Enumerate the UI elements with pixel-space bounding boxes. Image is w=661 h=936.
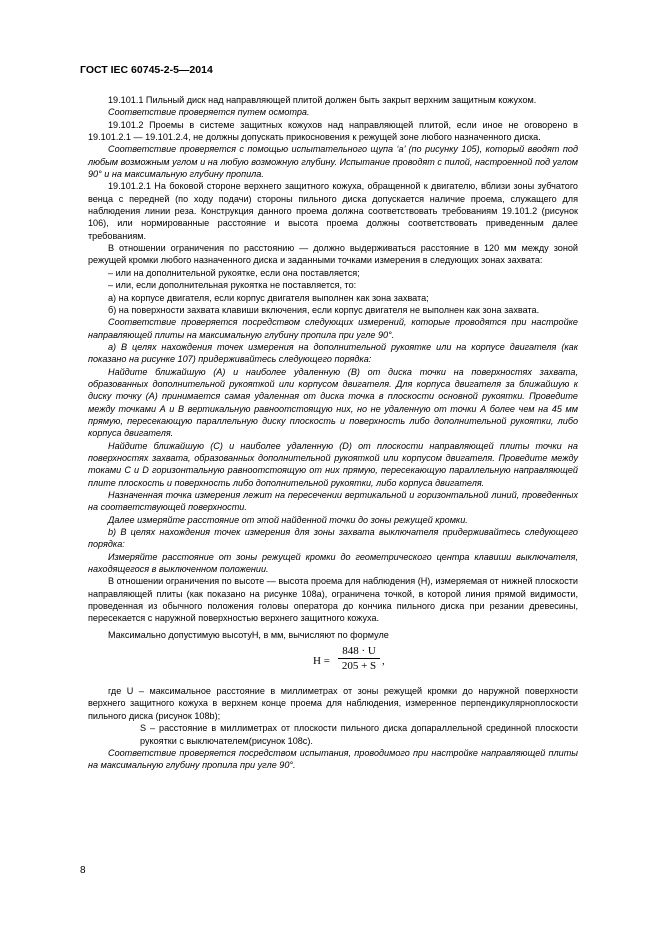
- list-item: – или, если дополнительная рукоятка не поставляется, то:: [108, 280, 357, 291]
- paragraph: Максимально допустимую высотуН, в мм, вычисляют по формуле: [108, 629, 389, 640]
- paragraph: а) В целях нахождения точек измерения на дополнительной рукоятке или на корпусе двигателя (как показано на рисунке 107) придерживайтесь следующего порядка:: [88, 341, 578, 365]
- document-header: ГОСТ IEC 60745-2-5—2014: [80, 64, 213, 76]
- formula-numerator: 848 · U: [338, 645, 380, 659]
- paragraph: Измеряйте расстояние от зоны режущей кромки до геометрического центра клавиши выключателя, находящегося в выключенном положении.: [88, 551, 578, 575]
- list-item: б) на поверхности захвата клавиши включения, если корпус двигателя не выполнен как зона захвата.: [108, 304, 540, 315]
- paragraph: Соответствие проверяется посредством следующих измерений, которые проводятся при настройке направляющей плиты на максимальную глубину пропила при угле 90°.: [88, 317, 578, 340]
- paragraph: В отношении ограничения по высоте — высота проема для наблюдения (Н), измеряемая от нижней плоскости направляющей плиты (как показано на рисунке 108а), ограничена точкой, в которой линия прямой видимости, проведенная из обычного положения головы оператора до кончика пильного диска при резании древесины, пересекается с наружной поверхностью верхнего защитного кожуха.: [88, 576, 578, 624]
- paragraph: 19.101.2 Проемы в системе защитных кожухов над направляющей плитой, если иное не оговорено в 19.101.2.1 — 19.101.2.4, не должны допускать прикосновения к режущей зоне любого назначенного диска.: [88, 119, 578, 143]
- list-item: – или на дополнительной рукоятке, если она поставляется;: [108, 267, 360, 278]
- paragraph: Найдите ближайшую (С) и наиболее удаленную (D) от плоскости направляющей плиты точки на поверхностях захвата, образованных дополнительной рукояткой или корпусом двигателя. Проведите между токами С и D горизонтальную равноотстоящую от них прямую, пересекающую параллельную направляющей плите плоскость и поверхность либо дополнительной рукоятки, либо корпуса двигателя.: [88, 440, 578, 488]
- formula-tail: ,: [382, 655, 385, 668]
- formula-lhs: Н =: [313, 655, 330, 668]
- page-number: 8: [80, 865, 86, 876]
- list-item: а) на корпусе двигателя, если корпус двигателя выполнен как зона захвата;: [108, 292, 429, 303]
- paragraph: В отношении ограничения по расстоянию — должно выдерживаться расстояние в 120 мм между зоной режущей кромки любого назначенного диска и заданными точками измерения в следующих зонах захвата:: [88, 243, 578, 266]
- paragraph: 19.101.1 Пильный диск над направляющей плитой должен быть закрыт верхним защитным кожухом.: [108, 95, 537, 105]
- paragraph: b) В целях нахождения точек измерения для зоны захвата выключателя придерживайтесь следующего порядка:: [88, 527, 578, 550]
- height-formula: [88, 645, 578, 679]
- paragraph: 19.101.2.1 На боковой стороне верхнего защитного кожуха, обращенной к двигателю, вблизи зоны зубчатого венца с передней (по ходу подачи) стороны пильного диска допускается наличие проема, служащего для наблюдения линии реза. Конструкция данного проема должна соответствовать требованиям 19.101.2 (рисунок 106), или нормированные расстояние и высота проема должны соответствовать приведенным далее требованиям.: [88, 181, 578, 241]
- formula-fraction: [338, 645, 380, 673]
- paragraph: Найдите ближайшую (А) и наиболее удаленную (В) от диска точки на поверхностях захвата, образованных дополнительной рукояткой или корпусом двигателя. Для корпуса двигателя за ближайшую к диску точку (А) принимается самая удаленная от диска точка в плоскости основной рукоятки. Проведите между точками А и В вертикальную равноотстоящую них, но не удаленную от точки А более чем на 45 мм прямую, пересекающую параллельную диску плоскость и поверхность либо дополнительной рукоятки, либо корпуса двигателя.: [88, 366, 578, 439]
- paragraph: S – расстояние в миллиметрах от плоскости пильного диска допараллельной срединной плоскости рукоятки с выключателем(рисунок 108с).: [140, 723, 578, 746]
- document-body: [88, 94, 578, 772]
- paragraph: Соответствие проверяется путем осмотра.: [108, 107, 310, 118]
- paragraph: где U – максимальное расстояние в миллиметрах от зоны режущей кромки до наружной поверхности верхнего защитного кожуха в верхнем конце проема для наблюдения, измеренное перпендикулярноплоскости пильного диска (рисунок 108b);: [88, 686, 578, 721]
- paragraph: Соответствие проверяется посредством испытания, проводимого при настройке направляющей плиты на максимальную глубину пропила при угле 90°.: [88, 747, 578, 771]
- paragraph: Назначенная точка измерения лежит на пересечении вертикальной и горизонтальной линий, проведенных на соответствующей поверхности.: [88, 490, 578, 513]
- paragraph: Соответствие проверяется с помощью испытательного щупа ‘а’ (по рисунку 105), который вводят под любым возможным углом и на любую возможную глубину. Испытание проводят с пилой, настроенной под углом 90° и на максимальную глубину пропила.: [88, 144, 578, 180]
- paragraph: Далее измеряйте расстояние от этой найденной точки до зоны режущей кромки.: [108, 514, 468, 525]
- formula-denominator: 205 + S: [341, 660, 377, 673]
